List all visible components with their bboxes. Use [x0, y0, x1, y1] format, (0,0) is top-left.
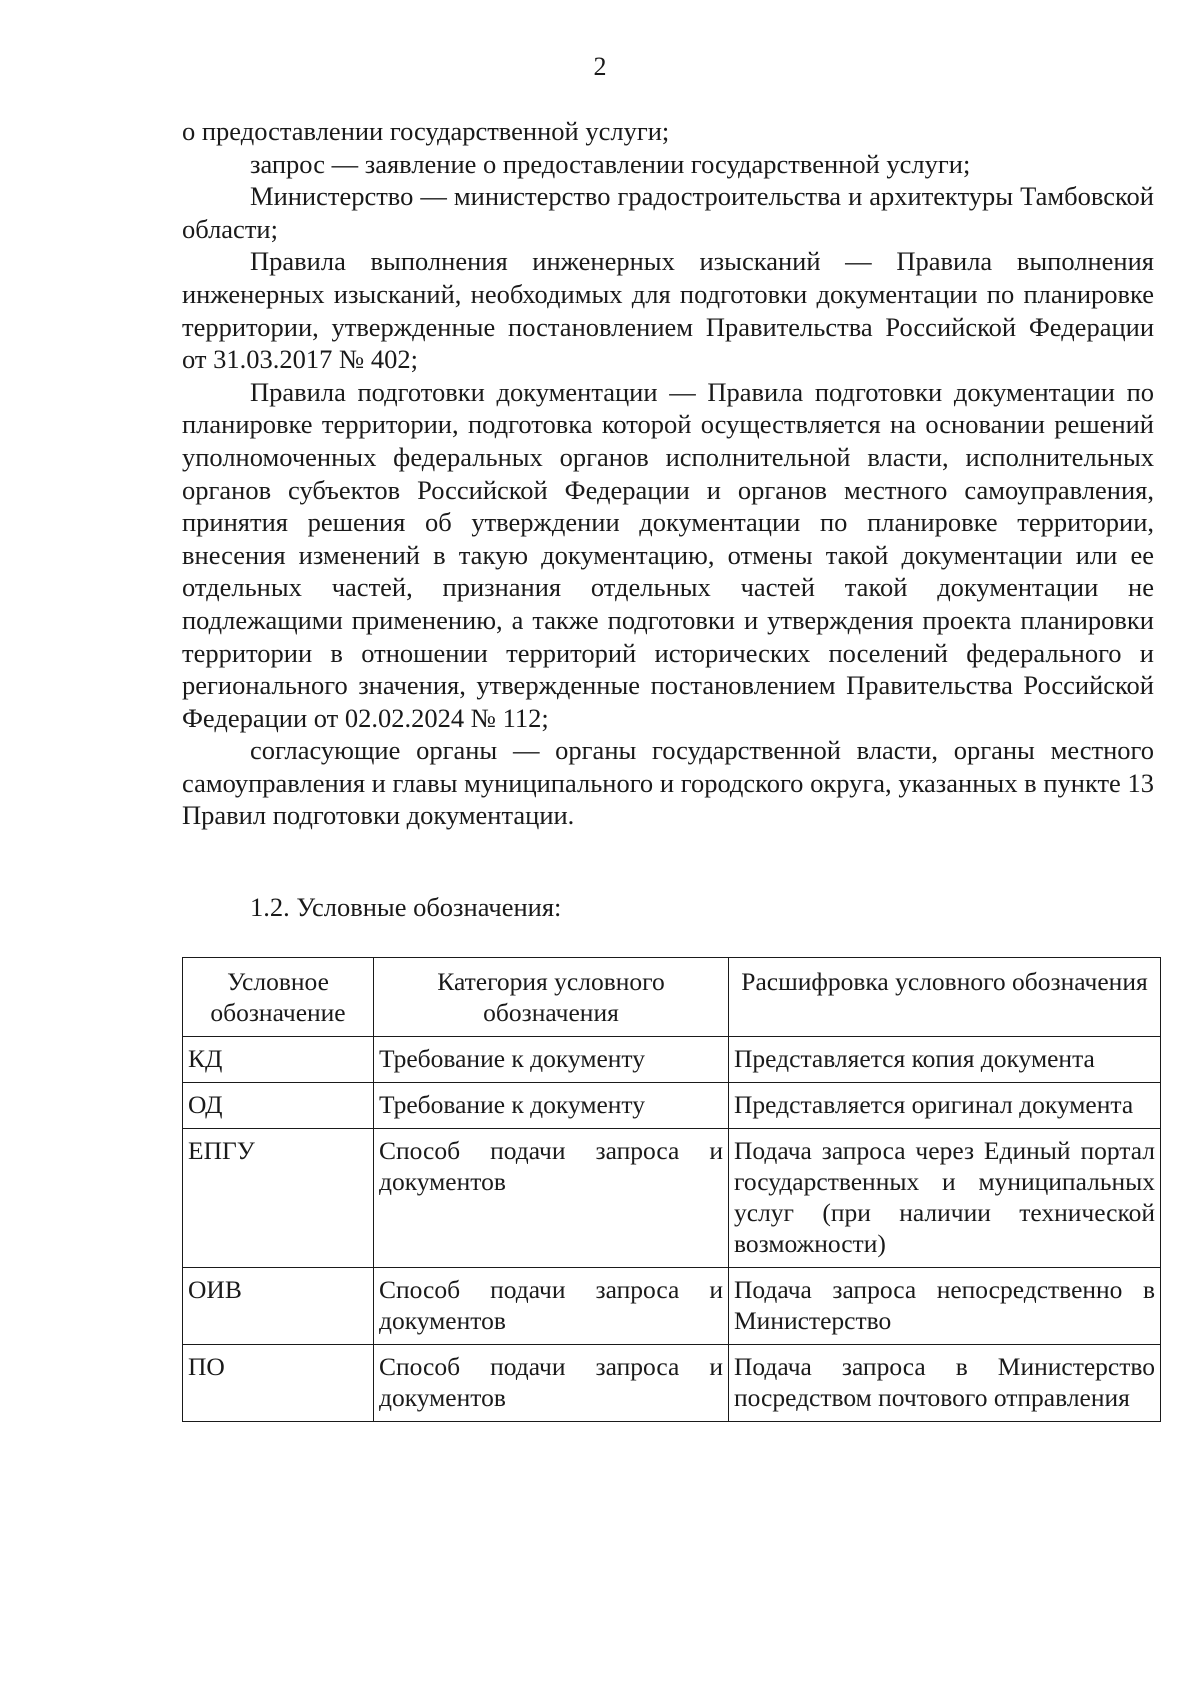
document-body — [182, 115, 1154, 832]
cell-description: Представляется копия документа — [729, 1037, 1161, 1083]
header-code: Условное обозначение — [183, 958, 374, 1037]
page-number: 2 — [593, 52, 607, 81]
cell-description: Подача запроса через Единый портал государственных и муниципальных услуг (при наличии технической возможности) — [729, 1129, 1161, 1268]
definition-pravila-podgotovki: Правила подготовки документации — Правила подготовки документации по планировке территории, подготовка которой осуществляется на основании решений уполномоченных федеральных органов исполнительной власти, исполнительных органов субъектов Российской Федерации и органов местного самоуправления, принятия решения об утверждении документации по планировке территории, внесения изменений в такую документацию, отмены такой документации или ее отдельных частей, признания отдельных частей такой документации не подлежащими применению, а также подготовки и утверждения проекта планировки территории в отношении территорий исторических поселений федерального и регионального значения, утвержденные постановлением Правительства Российской Федерации от 02.02.2024 № 112; — [182, 376, 1154, 733]
cell-category: Способ подачи запроса и документов — [374, 1345, 729, 1422]
header-description: Расшифровка условного обозначения — [729, 958, 1161, 1037]
definition-zapros: запрос — заявление о предоставлении государственной услуги; — [250, 148, 971, 179]
definition-ministerstvo: Министерство — министерство градостроительства и архитектуры Тамбовской области; — [182, 181, 1154, 244]
table-row — [183, 1268, 1161, 1345]
header-category: Категория условного обозначения — [374, 958, 729, 1037]
cell-code: ОИВ — [183, 1268, 374, 1345]
cell-description: Представляется оригинал документа — [729, 1083, 1161, 1129]
cell-code: ЕПГУ — [183, 1129, 374, 1268]
cell-category: Способ подачи запроса и документов — [374, 1268, 729, 1345]
cell-category: Способ подачи запроса и документов — [374, 1129, 729, 1268]
table-row — [183, 1129, 1161, 1268]
cell-category: Требование к документу — [374, 1037, 729, 1083]
definition-pravila-izyskaniy: Правила выполнения инженерных изысканий — Правила выполнения инженерных изысканий, необходимых для подготовки документации по планировке территории, утвержденные постановлением Правительства Российской Федерации от 31.03.2017 № 402; — [182, 246, 1154, 375]
cell-code: ПО — [183, 1345, 374, 1422]
legend-table — [182, 957, 1161, 1422]
paragraph-continuation: о предоставлении государственной услуги; — [182, 116, 670, 146]
cell-code: ОД — [183, 1083, 374, 1129]
cell-category: Требование к документу — [374, 1083, 729, 1129]
cell-description: Подача запроса в Министерство посредством почтового отправления — [729, 1345, 1161, 1422]
cell-code: КД — [183, 1037, 374, 1083]
definition-soglasuyushchie-organy: согласующие органы — органы государственной власти, органы местного самоуправления и главы муниципального и городского округа, указанных в пункте 13 Правил подготовки документации. — [182, 735, 1154, 831]
cell-description: Подача запроса непосредственно в Министерство — [729, 1268, 1161, 1345]
section-heading: 1.2. Условные обозначения: — [250, 892, 562, 922]
table-row — [183, 1083, 1161, 1129]
table-row — [183, 1037, 1161, 1083]
table-header-row — [183, 958, 1161, 1037]
table-row — [183, 1345, 1161, 1422]
